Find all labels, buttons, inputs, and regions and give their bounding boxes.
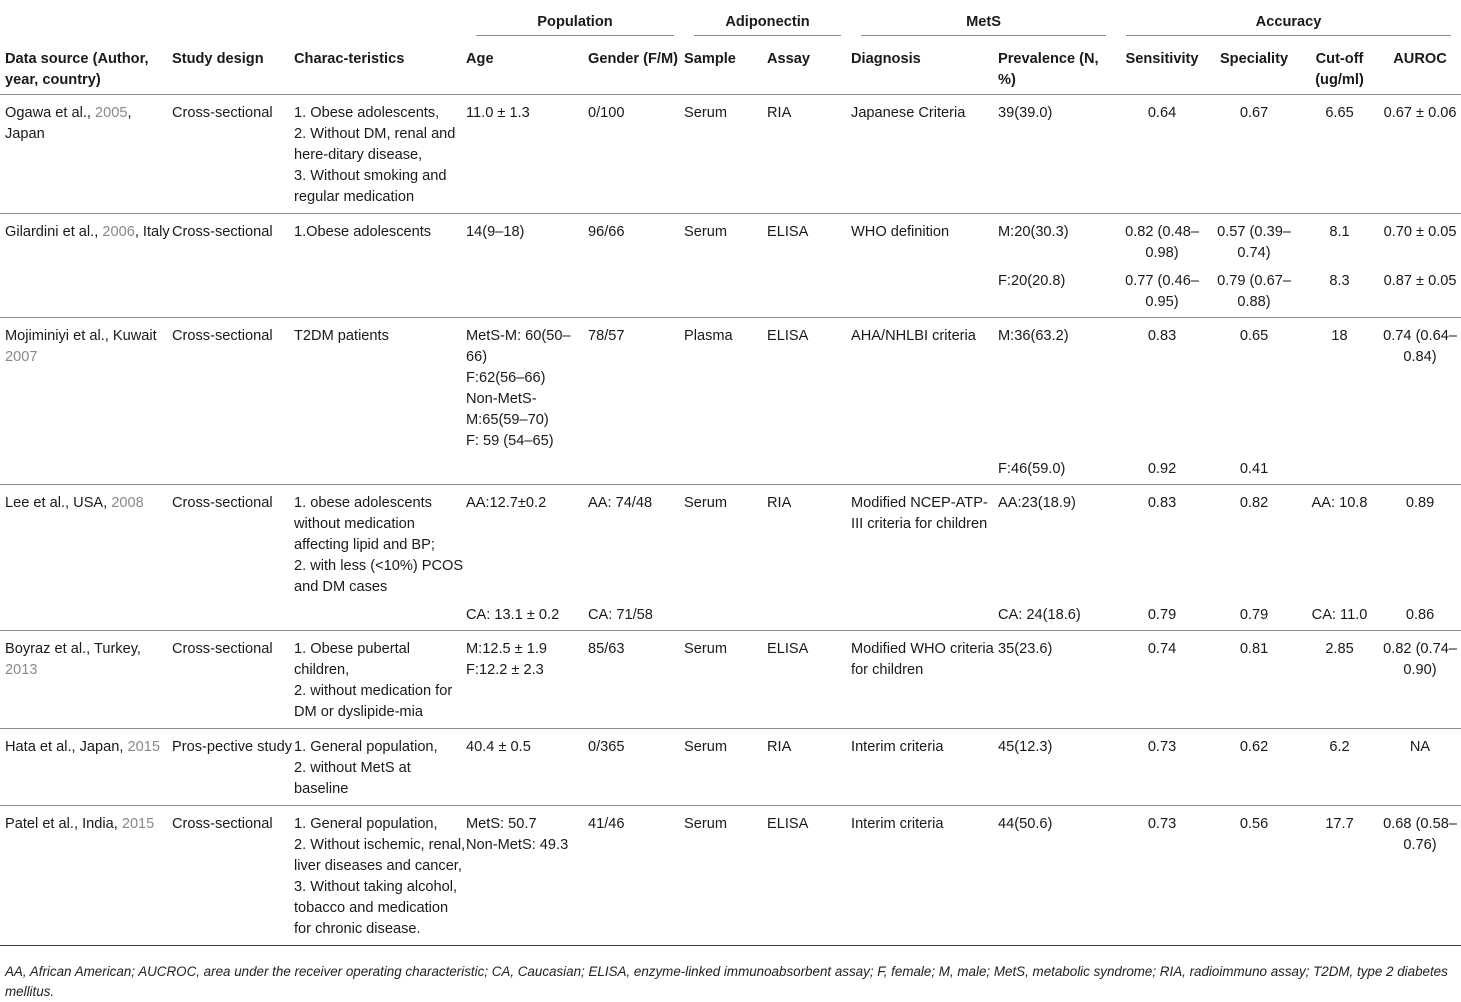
cell-characteristics [294, 603, 466, 631]
cell-sample [684, 457, 767, 485]
table-row [0, 806, 1461, 946]
cell-cutoff: AA: 10.8 [1300, 485, 1379, 604]
cell-assay [767, 603, 851, 631]
table-body [0, 95, 1461, 946]
cell-age [466, 214, 588, 270]
characteristic-line: 3. Without taking alcohol, tobacco and medication for chronic disease. [294, 879, 458, 937]
cell-characteristics [294, 485, 466, 604]
cell-design: Cross-sectional [172, 806, 294, 946]
cell-assay: ELISA [767, 806, 851, 946]
cell-diagnosis: Modified WHO criteria for children [851, 631, 998, 729]
group-header-mets: MetS [851, 0, 1116, 36]
cell-characteristics [294, 631, 466, 729]
cell-cutoff: CA: 11.0 [1311, 607, 1368, 623]
cell-sensitivity: 0.73 [1116, 806, 1208, 946]
table-row [0, 729, 1461, 806]
cell-assay: RIA [767, 95, 851, 214]
column-header: Charac-teristics [294, 36, 466, 95]
column-header: Gender (F/M) [588, 36, 684, 95]
cell-source [0, 631, 172, 729]
group-header-population: Population [466, 0, 684, 36]
cell-characteristics [294, 318, 466, 458]
cell-prevalence: M:20(30.3) [998, 214, 1116, 270]
table-row [0, 631, 1461, 729]
cell-design [172, 269, 294, 318]
cell-gender: 85/63 [588, 631, 684, 729]
cell-auroc: NA [1379, 729, 1461, 806]
cell-diagnosis: Japanese Criteria [851, 95, 998, 214]
cell-characteristics [294, 214, 466, 270]
cell-characteristics [294, 729, 466, 806]
cell-sample: Serum [684, 485, 767, 604]
cell-assay: ELISA [767, 214, 851, 270]
cell-prevalence: CA: 24(18.6) [998, 607, 1081, 623]
cell-speciality: 0.57 (0.39–0.74) [1208, 214, 1300, 270]
characteristic-line: 2. Without DM, renal and here-ditary disease, [294, 126, 456, 163]
cell-sensitivity: 0.82 (0.48–0.98) [1116, 214, 1208, 270]
cell-prevalence: F:20(20.8) [998, 273, 1066, 289]
cell-speciality: 0.62 [1208, 729, 1300, 806]
cell-auroc: 0.74 (0.64–0.84) [1379, 318, 1461, 458]
cell-prevalence: F:46(59.0) [998, 461, 1066, 477]
cell-cutoff: 8.3 [1329, 273, 1350, 289]
group-header-row [0, 0, 1461, 36]
age-line: MetS-M: 60(50–66) [466, 328, 571, 365]
age-line: AA:12.7±0.2 [466, 495, 547, 511]
cell-gender: 96/66 [588, 214, 684, 270]
year-link[interactable]: 2015 [121, 816, 155, 832]
cell-gender [588, 269, 684, 318]
cell-auroc: 0.67 ± 0.06 [1379, 95, 1461, 214]
characteristic-line: 2. Without ischemic, renal, liver diseases and cancer, [294, 837, 466, 874]
characteristic-line: 3. Without smoking and regular medication [294, 168, 447, 205]
table-row [0, 214, 1461, 270]
cell-assay [767, 457, 851, 485]
cell-sensitivity: 0.83 [1116, 485, 1208, 604]
characteristic-line: 1. obese adolescents without medication affecting lipid and BP; [294, 495, 435, 553]
cell-design: Cross-sectional [172, 95, 294, 214]
cell-sample [684, 269, 767, 318]
cell-age [466, 457, 588, 485]
table-row [0, 457, 1461, 485]
author-text: Gilardini et al., [5, 224, 103, 240]
cell-gender: 0/100 [588, 95, 684, 214]
cell-cutoff: 2.85 [1300, 631, 1379, 729]
cell-design: Cross-sectional [172, 214, 294, 270]
column-header: Data source (Author, year, country) [0, 36, 172, 95]
age-line: M:12.5 ± 1.9 [466, 641, 548, 657]
table-footnote: AA, African American; AUCROC, area under the receiver operating characteristic; CA, Caucasian; ELISA, enzyme-linked immunoabsorbent assay; F, female; M, male; MetS, metabolic syndrome; RIA, radioimmuno assay; T2DM, type 2 diabetes mellitus. [5, 964, 1448, 999]
cell-sensitivity: 0.64 [1116, 95, 1208, 214]
column-header: Age [466, 36, 588, 95]
cell-age: CA: 13.1 ± 0.2 [466, 607, 560, 623]
cell-cutoff: 8.1 [1300, 214, 1379, 270]
cell-auroc: 0.68 (0.58–0.76) [1379, 806, 1461, 946]
characteristic-line: 1. General population, [294, 816, 438, 832]
age-line: F:62(56–66) [466, 370, 546, 386]
characteristic-line: 1. General population, [294, 739, 438, 755]
age-line: 40.4 ± 0.5 [466, 739, 531, 755]
group-header-adiponectin: Adiponectin [684, 0, 851, 36]
author-text: Boyraz et al., Turkey, [5, 641, 141, 657]
group-header-accuracy: Accuracy [1116, 0, 1461, 36]
age-line: Non-MetS-M:65(59–70) [466, 391, 549, 428]
characteristic-line: 1.Obese adolescents [294, 224, 432, 240]
cell-source [0, 214, 172, 270]
cell-design: Cross-sectional [172, 485, 294, 604]
cell-prevalence: 45(12.3) [998, 729, 1116, 806]
cell-assay [767, 269, 851, 318]
cell-auroc: 0.86 [1405, 607, 1435, 623]
age-line: 14(9–18) [466, 224, 525, 240]
cell-sample: Serum [684, 729, 767, 806]
column-header: Sample [684, 36, 767, 95]
column-header: AUROC [1379, 36, 1461, 95]
cell-diagnosis: WHO definition [851, 214, 998, 270]
cell-speciality: 0.79 (0.67–0.88) [1217, 273, 1291, 310]
age-line: F: 59 (54–65) [466, 433, 554, 449]
cell-speciality: 0.82 [1208, 485, 1300, 604]
cell-design: Cross-sectional [172, 631, 294, 729]
cell-sample: Serum [684, 95, 767, 214]
cell-characteristics [294, 95, 466, 214]
cell-sample: Serum [684, 806, 767, 946]
table-row [0, 485, 1461, 604]
cell-source [0, 806, 172, 946]
cell-diagnosis: Interim criteria [851, 729, 998, 806]
cell-prevalence: 39(39.0) [998, 95, 1116, 214]
cell-speciality: 0.56 [1208, 806, 1300, 946]
cell-speciality: 0.41 [1239, 461, 1269, 477]
cell-age [466, 729, 588, 806]
cell-age [466, 485, 588, 604]
column-header: Assay [767, 36, 851, 95]
year-link[interactable]: 2006 [102, 224, 135, 240]
cell-cutoff [1300, 457, 1379, 485]
cell-auroc [1379, 457, 1461, 485]
author-text: Patel et al., India, [5, 816, 122, 832]
year-link[interactable]: 2013 [5, 662, 38, 678]
column-header: Prevalence (N, %) [998, 36, 1116, 95]
age-line: MetS: 50.7 [466, 816, 537, 832]
cell-gender: 0/365 [588, 729, 684, 806]
cell-assay: ELISA [767, 631, 851, 729]
cell-sample: Plasma [684, 318, 767, 458]
cell-gender: AA: 74/48 [588, 485, 684, 604]
group-header-blank [0, 0, 466, 36]
cell-auroc: 0.87 ± 0.05 [1383, 273, 1457, 289]
cell-sample: Serum [684, 214, 767, 270]
cell-gender: CA: 71/58 [588, 607, 653, 623]
cell-source [0, 729, 172, 806]
column-header: Diagnosis [851, 36, 998, 95]
cell-sensitivity: 0.92 [1147, 461, 1177, 477]
age-line: F:12.2 ± 2.3 [466, 662, 544, 678]
cell-age [466, 269, 588, 318]
cell-speciality: 0.67 [1208, 95, 1300, 214]
year-link[interactable]: 2005 [95, 105, 128, 121]
cell-speciality: 0.79 [1239, 607, 1269, 623]
cell-source [0, 485, 172, 604]
column-header: Study design [172, 36, 294, 95]
cell-gender: 41/46 [588, 806, 684, 946]
cell-sensitivity: 0.74 [1116, 631, 1208, 729]
column-header: Sensitivity [1116, 36, 1208, 95]
characteristic-line: 2. without MetS at baseline [294, 760, 411, 797]
cell-characteristics [294, 806, 466, 946]
cell-sample [684, 603, 767, 631]
year-link[interactable]: 2008 [111, 495, 144, 511]
cell-source [0, 269, 172, 318]
characteristic-line: 1. Obese adolescents, [294, 105, 440, 121]
cell-characteristics [294, 269, 466, 318]
cell-diagnosis [851, 457, 998, 485]
author-text: Mojiminiyi et al., Kuwait [5, 328, 157, 344]
year-link[interactable]: 2015 [127, 739, 160, 755]
cell-design [172, 603, 294, 631]
cell-auroc: 0.89 [1379, 485, 1461, 604]
country-text: Japan [5, 126, 45, 142]
cell-diagnosis: AHA/NHLBI criteria [851, 318, 998, 458]
comma: , [127, 105, 132, 121]
cell-age [466, 95, 588, 214]
year-link[interactable]: 2007 [5, 349, 38, 365]
cell-auroc: 0.82 (0.74–0.90) [1379, 631, 1461, 729]
cell-age [466, 631, 588, 729]
characteristic-line: T2DM patients [294, 328, 389, 344]
cell-source [0, 318, 172, 458]
cell-cutoff: 6.2 [1300, 729, 1379, 806]
author-text: Ogawa et al., [5, 105, 96, 121]
table-row [0, 269, 1461, 318]
column-header-row [0, 36, 1461, 95]
cell-sensitivity: 0.83 [1116, 318, 1208, 458]
age-line: 11.0 ± 1.3 [466, 105, 530, 121]
cell-cutoff: 17.7 [1300, 806, 1379, 946]
cell-prevalence: 44(50.6) [998, 806, 1116, 946]
cell-source [0, 457, 172, 485]
cell-age [466, 806, 588, 946]
table-row [0, 603, 1461, 631]
cell-auroc: 0.70 ± 0.05 [1379, 214, 1461, 270]
cell-diagnosis [851, 269, 998, 318]
characteristic-line: 2. without medication for DM or dyslipide-mia [294, 683, 453, 720]
cell-speciality: 0.65 [1208, 318, 1300, 458]
column-header: Cut-off (ug/ml) [1300, 36, 1379, 95]
cell-speciality: 0.81 [1208, 631, 1300, 729]
cell-prevalence: AA:23(18.9) [998, 485, 1116, 604]
cell-source [0, 95, 172, 214]
cell-assay: RIA [767, 729, 851, 806]
cell-sample: Serum [684, 631, 767, 729]
cell-prevalence: 35(23.6) [998, 631, 1116, 729]
cell-assay: RIA [767, 485, 851, 604]
cell-cutoff: 18 [1300, 318, 1379, 458]
cell-cutoff: 6.65 [1300, 95, 1379, 214]
characteristic-line: 2. with less (<10%) PCOS and DM cases [294, 558, 464, 595]
cell-gender: 78/57 [588, 318, 684, 458]
table-row [0, 95, 1461, 214]
cell-diagnosis: Modified NCEP-ATP-III criteria for children [851, 485, 998, 604]
author-text: Lee et al., USA, [5, 495, 112, 511]
cell-age [466, 318, 588, 458]
cell-diagnosis [851, 603, 998, 631]
comma: , [134, 224, 143, 240]
cell-design [172, 457, 294, 485]
cell-gender [588, 457, 684, 485]
cell-source [0, 603, 172, 631]
table-row [0, 318, 1461, 458]
cell-assay: ELISA [767, 318, 851, 458]
country-text: Italy [142, 224, 170, 240]
author-text: Hata et al., Japan, [5, 739, 128, 755]
characteristic-line: 1. Obese pubertal children, [294, 641, 411, 678]
cell-sensitivity: 0.77 (0.46–0.95) [1125, 273, 1199, 310]
cell-prevalence: M:36(63.2) [998, 318, 1116, 458]
column-header: Speciality [1208, 36, 1300, 95]
cell-sensitivity: 0.73 [1116, 729, 1208, 806]
cell-characteristics [294, 457, 466, 485]
cell-design: Cross-sectional [172, 318, 294, 458]
cell-diagnosis: Interim criteria [851, 806, 998, 946]
age-line: Non-MetS: 49.3 [466, 837, 569, 853]
cell-design: Pros-pective study [172, 729, 294, 806]
cell-sensitivity: 0.79 [1147, 607, 1177, 623]
